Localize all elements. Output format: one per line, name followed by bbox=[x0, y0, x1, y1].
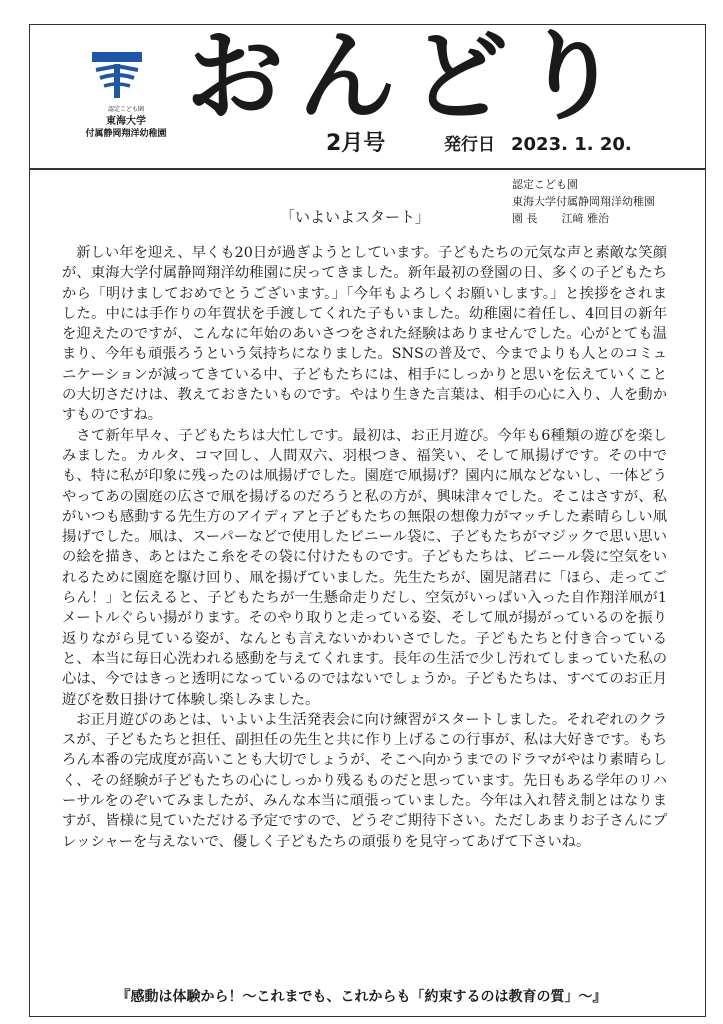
logo-line-3: 付属静岡翔洋幼稚園 bbox=[85, 129, 167, 139]
logo-caption bbox=[76, 104, 176, 140]
author-name: 江﨑 雅治 bbox=[561, 212, 609, 225]
author-role: 園 長 bbox=[512, 212, 538, 225]
publish-date: 2023. 1. 20. bbox=[511, 134, 632, 155]
closing-motto: 『感動は体験から！～これまでも、これからも「約束するのは教育の質」～』 bbox=[116, 989, 607, 1005]
paragraph-2: さて新年早々、子どもたちは大忙しです。最初は、お正月遊び。今年も6種類の遊びを楽しみました。カルタ、コマ回し、人間双六、羽根つき、福笑い、そして凧揚げです。その中でも、特に私が印象に残ったのは凧揚げでした。園庭で凧揚げ？園内に凧などないし、一体どうやってあの園庭の広さで凧を揚げるのだろうと私の方が、興味津々でした。そこはさすが、私がいつも感動する先生方のアイディアと子どもたちの無限の想像力がマッチした素晴らしい凧揚げでした。凧は、スーパーなどで使用したビニール袋に、子どもたちがマジックで思い思いの絵を描き、あとはたこ糸をその袋に付けたものです。子どもたちは、ビニール袋に空気をいれるために園庭を駆け回り、凧を揚げていました。先生たちが、園児諸君に「ほら、走ってごらん！」と伝えると、子どもたちが一生懸命走りだし、空気がいっぱい入った自作翔洋凧が1メートルぐらい揚がります。そのやり取りと走っている姿、そして凧が揚がっているのを振り返りながら見ている姿が、なんとも言えないかわいさでした。子どもたちと付き合っていると、本当に毎日心洗われる感動を与えてくれます。長年の生活で少し汚れてしまっていた私の心は、今ではきっと透明になっているのではないでしょうか。子どもたちは、すべてのお正月遊びを数日掛けて体験し楽しみました。 bbox=[62, 427, 667, 708]
author-line-1: 認定こども園 bbox=[512, 178, 578, 191]
logo-line-2: 東海大学 bbox=[106, 116, 146, 127]
author-block bbox=[512, 176, 655, 227]
publish-info bbox=[444, 130, 632, 155]
logo-line-1: 認定こども園 bbox=[107, 106, 144, 113]
university-logo-icon bbox=[92, 52, 142, 98]
issue-label: 2月号 bbox=[326, 131, 386, 156]
article-heading: 「いよいよスタート」 bbox=[280, 208, 431, 226]
paragraph-1: 新しい年を迎え、早くも20日が過ぎようとしています。子どもたちの元気な声と素敵な笑顔が、東海大学付属静岡翔洋幼稚園に戻ってきました。新年最初の登園の日、多くの子どもたちから「明けましておめでとうございます。」「今年もよろしくお願いします。」と挨拶をされました。中には手作りの年賀状を手渡してくれた子もいました。幼稚園に着任し、4回目の新年を迎えたのですが、こんなに年始のあいさつをされた経験はありませんでした。心がとても温まり、今年も頑張ろうという気持ちになりました。SNSの普及で、今までよりも人とのコミュニケーションが減ってきている中、子どもたちには、相手にしっかりと思いを伝えていくことの大切さだけは、教えておきたいものです。やはり生きた言葉は、相手の心に入り、人を動かすものですね。 bbox=[62, 245, 667, 424]
author-line-2: 東海大学付属静岡翔洋幼稚園 bbox=[512, 195, 655, 208]
paragraph-3: お正月遊びのあとは、いよいよ生活発表会に向け練習がスタートしました。それぞれのクラスが、子どもたちと担任、副担任の先生と共に作り上げるこの行事が、私は大好きです。もちろん本番の完成度が高いことも大切でしょうが、そこへ向かうまでのドラマがやはり素晴らしく、その経験が子どもたちの心にしっかり残るものだと思っています。先日もある学年のリハーサルをのぞいてみましたが、みんな本当に頑張っていました。今年は入れ替え制とはなりますが、皆様に見ていただける予定ですので、どうぞご期待下さい。ただしあまりお子さんにプレッシャーを与えないで、優しく子どもたちの頑張りを見守ってあげて下さいね。 bbox=[62, 711, 667, 850]
newsletter-title: おんどり bbox=[186, 20, 635, 134]
author-line-3 bbox=[512, 210, 655, 227]
publish-label: 発行日 bbox=[444, 135, 495, 155]
article-body bbox=[62, 243, 667, 852]
header-divider bbox=[29, 168, 706, 170]
